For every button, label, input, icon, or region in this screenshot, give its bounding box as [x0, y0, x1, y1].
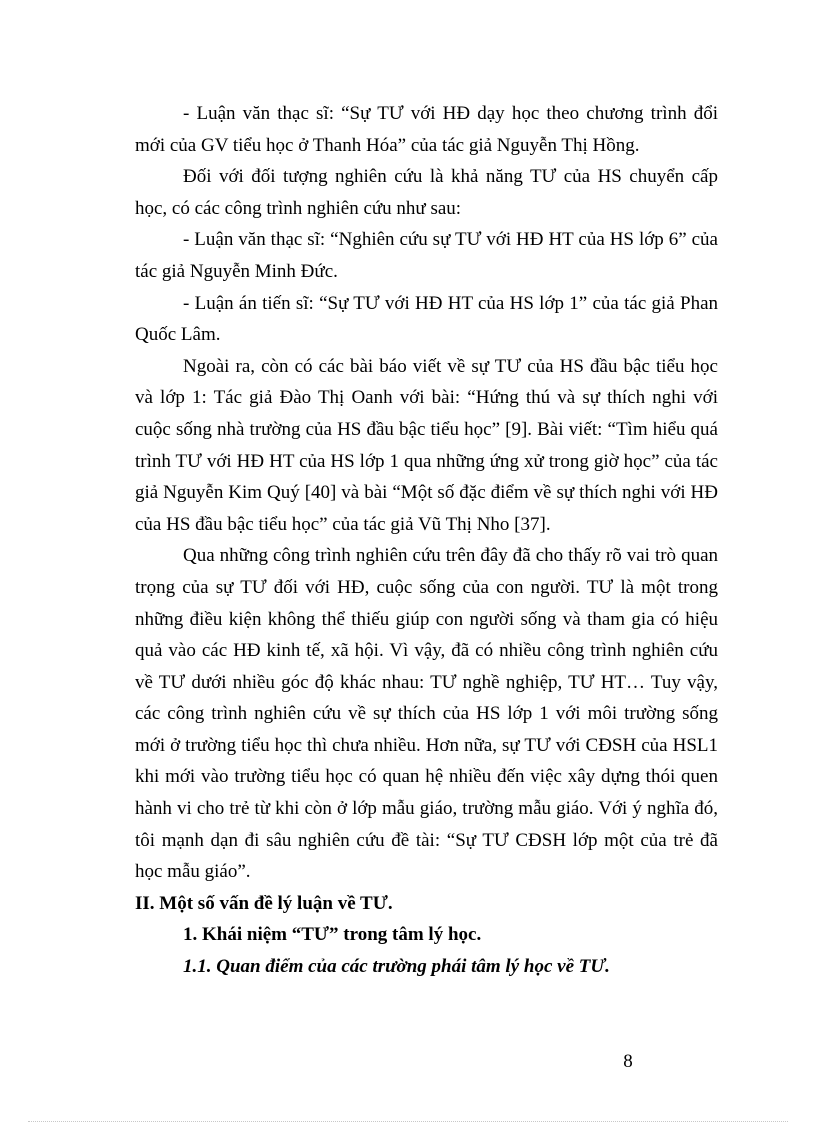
paragraph-dissertation-lam: - Luận án tiến sĩ: “Sự TƯ với HĐ HT của HS lớp 1” của tác giả Phan Quốc Lâm.: [135, 292, 718, 346]
paragraph-transition-studies: Đối với đối tượng nghiên cứu là khả năng TƯ của HS chuyển cấp học, có các công trình nghiên cứu như sau:: [135, 166, 718, 219]
paragraph-summary: Qua những công trình nghiên cứu trên đây đã cho thấy rõ vai trò quan trọng của sự TƯ đối với HĐ, cuộc sống của con người. TƯ là một trong những điều kiện không thể thiếu giúp con người sống và tham gia có hiệu quả vào các HĐ kinh tế, xã hội. Vì vậy, đã có nhiều công trình nghiên cứu về TƯ dưới nhiều góc độ khác nhau: TƯ nghề nghiệp, TƯ HT… Tuy vậy, các công trình nghiên cứu về sự thích của HS lớp 1 với môi trường sống mới ở trường tiểu học thì chưa nhiều. Hơn nữa, sự TƯ với CĐSH của HSL1 khi mới vào trường tiểu học có quan hệ nhiều đến việc xây dựng thói quen hành vi cho trẻ từ khi còn ở lớp mẫu giáo, trường mẫu giáo. Với ý nghĩa đó, tôi mạnh dạn đi sâu nghiên cứu đề tài: “Sự TƯ CĐSH lớp một của trẻ đã học mẫu giáo”.: [135, 545, 718, 883]
paragraph-thesis-hong: - Luận văn thạc sĩ: “Sự TƯ với HĐ dạy học theo chương trình đổi mới của GV tiểu học ở Thanh Hóa” của tác giả Nguyễn Thị Hồng.: [135, 103, 718, 156]
subsubsection-heading: 1.1. Quan điểm của các trường phái tâm lý học về TƯ.: [183, 956, 610, 978]
subsection-heading: 1. Khái niệm “TƯ” trong tâm lý học.: [183, 924, 482, 946]
page-number: 8: [623, 1051, 633, 1072]
section-heading: II. Một số vấn đề lý luận về TƯ.: [135, 892, 393, 914]
page-bottom-divider: [28, 1121, 788, 1122]
paragraph-articles: Ngoài ra, còn có các bài báo viết về sự TƯ của HS đầu bậc tiểu học và lớp 1: Tác giả Đào Thị Oanh với bài: “Hứng thú và sự thích nghi với cuộc sống nhà trường của HS đầu bậc tiểu học” [9]. Bài viết: “Tìm hiểu quá trình TƯ với HĐ HT của HS lớp 1 qua những ứng xử trong giờ học” của tác giả Nguyễn Kim Quý [40] và bài “Một số đặc điểm về sự thích nghi với HĐ của HS đầu bậc tiểu học” của tác giả Vũ Thị Nho [37].: [135, 355, 718, 535]
body-text: [135, 98, 718, 983]
paragraph-thesis-duc: - Luận văn thạc sĩ: “Nghiên cứu sự TƯ với HĐ HT của HS lớp 6” của tác giả Nguyễn Minh Đức.: [135, 229, 718, 282]
